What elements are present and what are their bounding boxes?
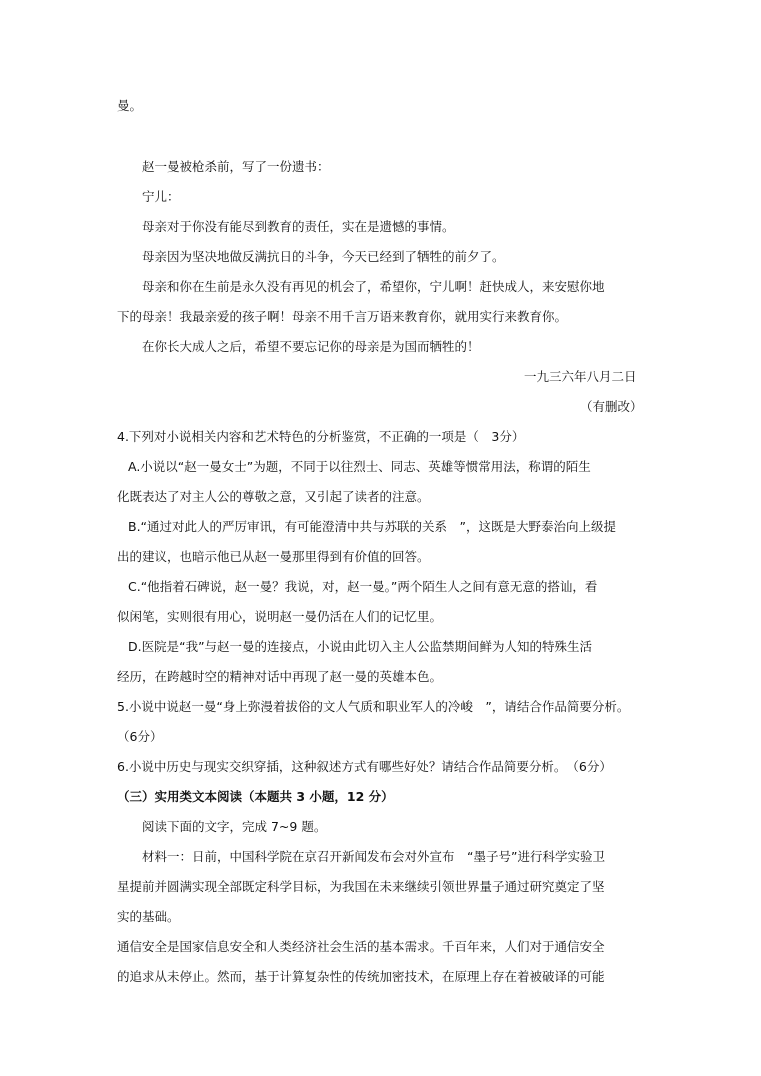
option-a: A.小说以“赵一曼女士”为题，不同于以往烈士、同志、英雄等惯常用法，称谓的陌生 (128, 459, 591, 474)
text-line: 在你长大成人之后，希望不要忘记你的母亲是为国而牺牲的！ (142, 339, 480, 354)
option-c: C.“他指着石碑说，赵一曼？我说，对，赵一曼。”两个陌生人之间有意无意的搭讪，看 (128, 579, 598, 594)
text-line: 母亲因为坚决地做反满抗日的斗争，今天已经到了牺牲的前夕了。 (142, 249, 505, 264)
text-line: 星提前并圆满实现全部既定科学目标，为我国在未来继续引领世界量子通过研究奠定了坚 (117, 879, 605, 894)
text-line: 似闲笔，实则很有用心，说明赵一曼仍活在人们的记忆里。 (117, 609, 443, 624)
text-line: 下的母亲！我最亲爱的孩子啊！母亲不用千言万语来教育你，就用实行来教育你。 (117, 309, 568, 324)
question-5: 5.小说中说赵一曼“身上弥漫着拔俗的文人气质和职业军人的冷峻 ”，请结合作品简要分析。 (117, 699, 630, 714)
text-line: 经历，在跨越时空的精神对话中再现了赵一曼的英雄本色。 (117, 669, 443, 684)
question-4: 4.下列对小说相关内容和艺术特色的分析鉴赏，不正确的一项是（ 3分） (117, 429, 525, 444)
option-d: D.医院是“我”与赵一曼的连接点，小说由此切入主人公监禁期间鲜为人知的特殊生活 (128, 639, 593, 654)
letter-date: 一九三六年八月二日 (524, 369, 637, 384)
text-line: 宁儿： (142, 189, 180, 204)
question-5-score: （6分） (117, 729, 163, 744)
text-line: 材料一：日前，中国科学院在京召开新闻发布会对外宣布 “墨子号”进行科学实验卫 (142, 849, 605, 864)
section-heading: （三）实用类文本阅读（本题共 3 小题，12 分） (117, 789, 394, 804)
text-line: 赵一曼被枪杀前，写了一份遗书： (142, 159, 330, 174)
option-b: B.“通过对此人的严厉审讯，有可能澄清中共与苏联的关系 ”，这既是大野泰治向上级提 (128, 519, 617, 534)
text-line: 化既表达了对主人公的尊敬之意，又引起了读者的注意。 (117, 489, 430, 504)
text-line: 出的建议，也暗示他已从赵一曼那里得到有价值的回答。 (117, 549, 430, 564)
instruction: 阅读下面的文字，完成 7~9 题。 (142, 819, 327, 834)
text-line: 母亲和你在生前是永久没有再见的机会了，希望你，宁儿啊！赶快成人，来安慰你地 (142, 279, 605, 294)
text-line: 母亲对于你没有能尽到教育的责任，实在是遗憾的事情。 (142, 219, 455, 234)
text-line: 曼。 (117, 98, 143, 113)
question-6: 6.小说中历史与现实交织穿插，这种叙述方式有哪些好处？请结合作品简要分析。 （6分） (117, 759, 612, 774)
text-line: 的追求从未停止。然而，基于计算复杂性的传统加密技术，在原理上存在着被破译的可能 (117, 969, 605, 984)
edited-note: （有删改） (580, 399, 643, 414)
text-line: 实的基础。 (117, 909, 180, 924)
text-line: 通信安全是国家信息安全和人类经济社会生活的基本需求。千百年来，人们对于通信安全 (117, 939, 605, 954)
